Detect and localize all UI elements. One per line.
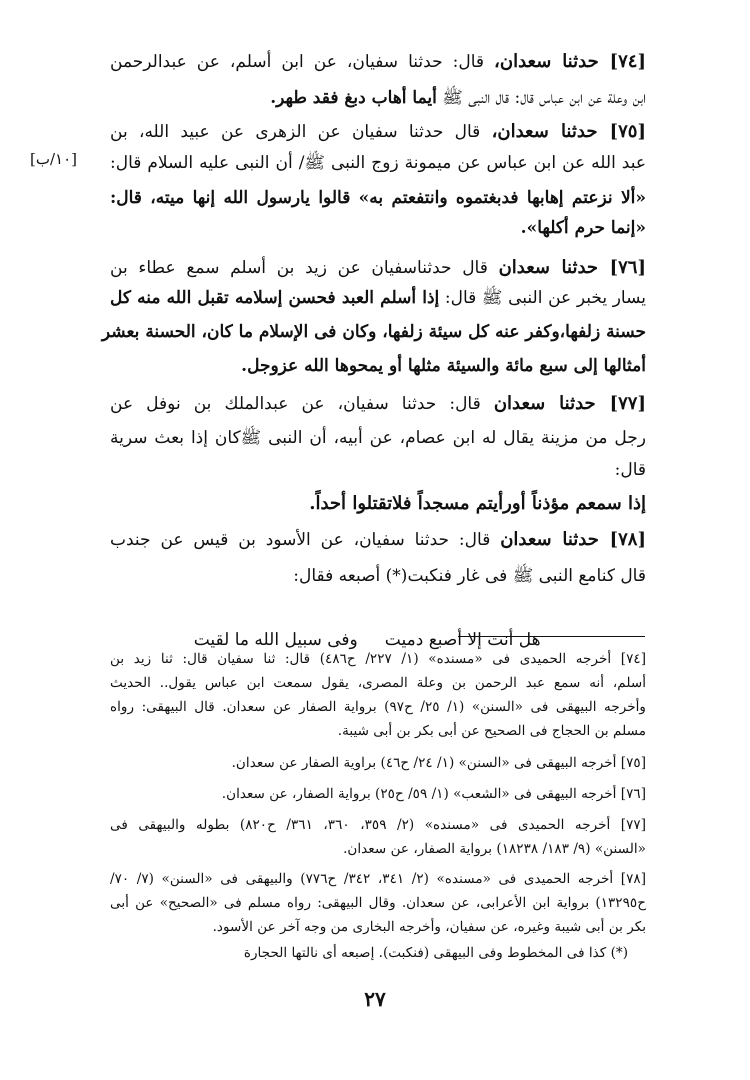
hadith-ref: [٧٥] حدثنا سعدان، <box>491 121 646 142</box>
body-line: ابن وعلة عن ابن عباس قال: قال النبى ﷺ أيما أهاب دبغ فقد طهر. <box>270 88 646 108</box>
body-line: [٧٦] حدثنا سعدان قال حدثناسفيان عن زيد بن أسلم سمع عطاء بن <box>110 257 646 278</box>
body-line: «ألا نزعتم إهابها فدبغتموه وانتفعتم به» قالوا يارسول الله إنها ميته، قال: <box>110 188 646 208</box>
footnote-line: [٧٤] أخرجه الحميدى فى «مسنده» (١/ ٢٢٧/ ح٤٨٦) قال: ثنا سفيان قال: ثنا زيد بن <box>110 651 646 667</box>
body-line: إذا سمعم مؤذناً أورأيتم مسجداً فلاتقتلوا أحداً. <box>309 493 646 514</box>
body-line: أمثالها إلى سبع مائة والسيئة مثلها أو يمحوها الله عزوجل. <box>241 356 646 376</box>
body-line: قال كنامع النبى ﷺ فى غار فنكبت(*) أصبعه فقال: <box>293 566 646 586</box>
footnote-line: وأخرجه البيهقى فى «السنن» (١/ ٢٥/ ح٩٧) برواية الصفار عن سعدان. قال البيهقى: رواه <box>110 699 646 715</box>
body-line: يسار يخبر عن النبى ﷺ قال: إذا أسلم العبد فحسن إسلامه تقبل الله منه كل <box>110 288 646 308</box>
body-line: [٧٥] حدثنا سعدان، قال حدثنا سفيان عن الزهرى عن عبيد الله، بن <box>110 121 646 142</box>
body-line: «إنما حرم أكلها». <box>520 218 646 238</box>
footnote-divider <box>458 636 645 637</box>
hadith-ref: [٧٨] حدثنا سعدان <box>500 529 646 550</box>
footnote-line: مسلم بن الحجاج فى الصحيح عن أبى بكر بن أبى شيبة. <box>337 723 646 739</box>
body-line: [٧٨] حدثنا سعدان قال: حدثنا سفيان، عن الأسود بن قيس عن جندب <box>110 529 646 550</box>
page-number: ٢٧ <box>364 987 386 1011</box>
footnote-line: بكر بن أبى شيبة وغيره، عن سفيان، وأخرجه البخارى من وجه آخر عن الأسود. <box>212 919 646 935</box>
footnote-line: [٧٦] أخرجه البيهقى فى «الشعب» (١/ ٥٩/ ح٢٥) برواية الصفار، عن سعدان. <box>221 786 646 802</box>
body-line: [٧٧] حدثنا سعدان قال: حدثنا سفيان، عن عبدالملك بن نوفل عن <box>110 393 647 414</box>
footnote-line: (*) كذا فى المخطوط وفى البيهقى (فنكبت). إصبعه أى نالتها الحجارة <box>243 945 628 961</box>
verse-line: هل أنت إلا أصبع دميت وفى سبيل الله ما لقيت <box>193 630 541 650</box>
body-line: حسنة زلفها،وكفر عنه كل سيئة زلفها، وكان فى الإسلام ما كان، الحسنة بعشر <box>101 322 646 342</box>
body-line: [٧٤] حدثنا سعدان، قال: حدثنا سفيان، عن ابن أسلم، عن عبدالرحمن <box>110 51 646 72</box>
body-line: عبد الله عن ابن عباس عن ميمونة زوج النبى ﷺ/ أن النبى عليه السلام قال: <box>110 153 646 173</box>
hadith-ref: [٧٦] حدثنا سعدان <box>498 257 646 278</box>
hadith-ref: [٧٧] حدثنا سعدان <box>493 393 647 414</box>
body-line: رجل من مزينة يقال له ابن عصام، عن أبيه، أن النبى ﷺكان إذا بعث سرية <box>110 428 646 448</box>
footnote-line: ح١٣٢٩٥) برواية ابن الأعرابى، عن سعدان. وقال البيهقى: رواه مسلم فى «الصحيح» عن أبى <box>110 895 646 911</box>
footnote-line: [٧٥] أخرجه البيهقى فى «السنن» (١/ ٢٤/ ح٤٦) براوية الصفار عن سعدان. <box>231 755 646 771</box>
footnote-line: [٧٨] أخرجه الحميدى فى «مسنده» (٢/ ٣٤١، ٣٤٢/ ح٧٧٦) والبيهقى فى «السنن» (٧/ ٧٠/ <box>110 871 646 887</box>
footnote-line: [٧٧] أخرجه الحميدى فى «مسنده» (٢/ ٣٥٩، ٣٦٠، ٣٦١/ ح٨٢٠) بطوله والبيهقى فى <box>110 817 647 833</box>
hadith-ref: [٧٤] حدثنا سعدان، <box>494 51 646 72</box>
footnote-line: أسلم، أنه سمع عبد الرحمن بن وعلة المصرى، يقول سمعت ابن عباس يقول.. الحديث <box>110 675 646 691</box>
footnote-line: «السنن» (٩/ ١٨٣/ ١٨٢٣٨) برواية الصفار، عن سعدان. <box>343 841 646 857</box>
margin-folio-note: [١٠/ب] <box>30 150 78 168</box>
body-line: قال: <box>614 460 646 480</box>
